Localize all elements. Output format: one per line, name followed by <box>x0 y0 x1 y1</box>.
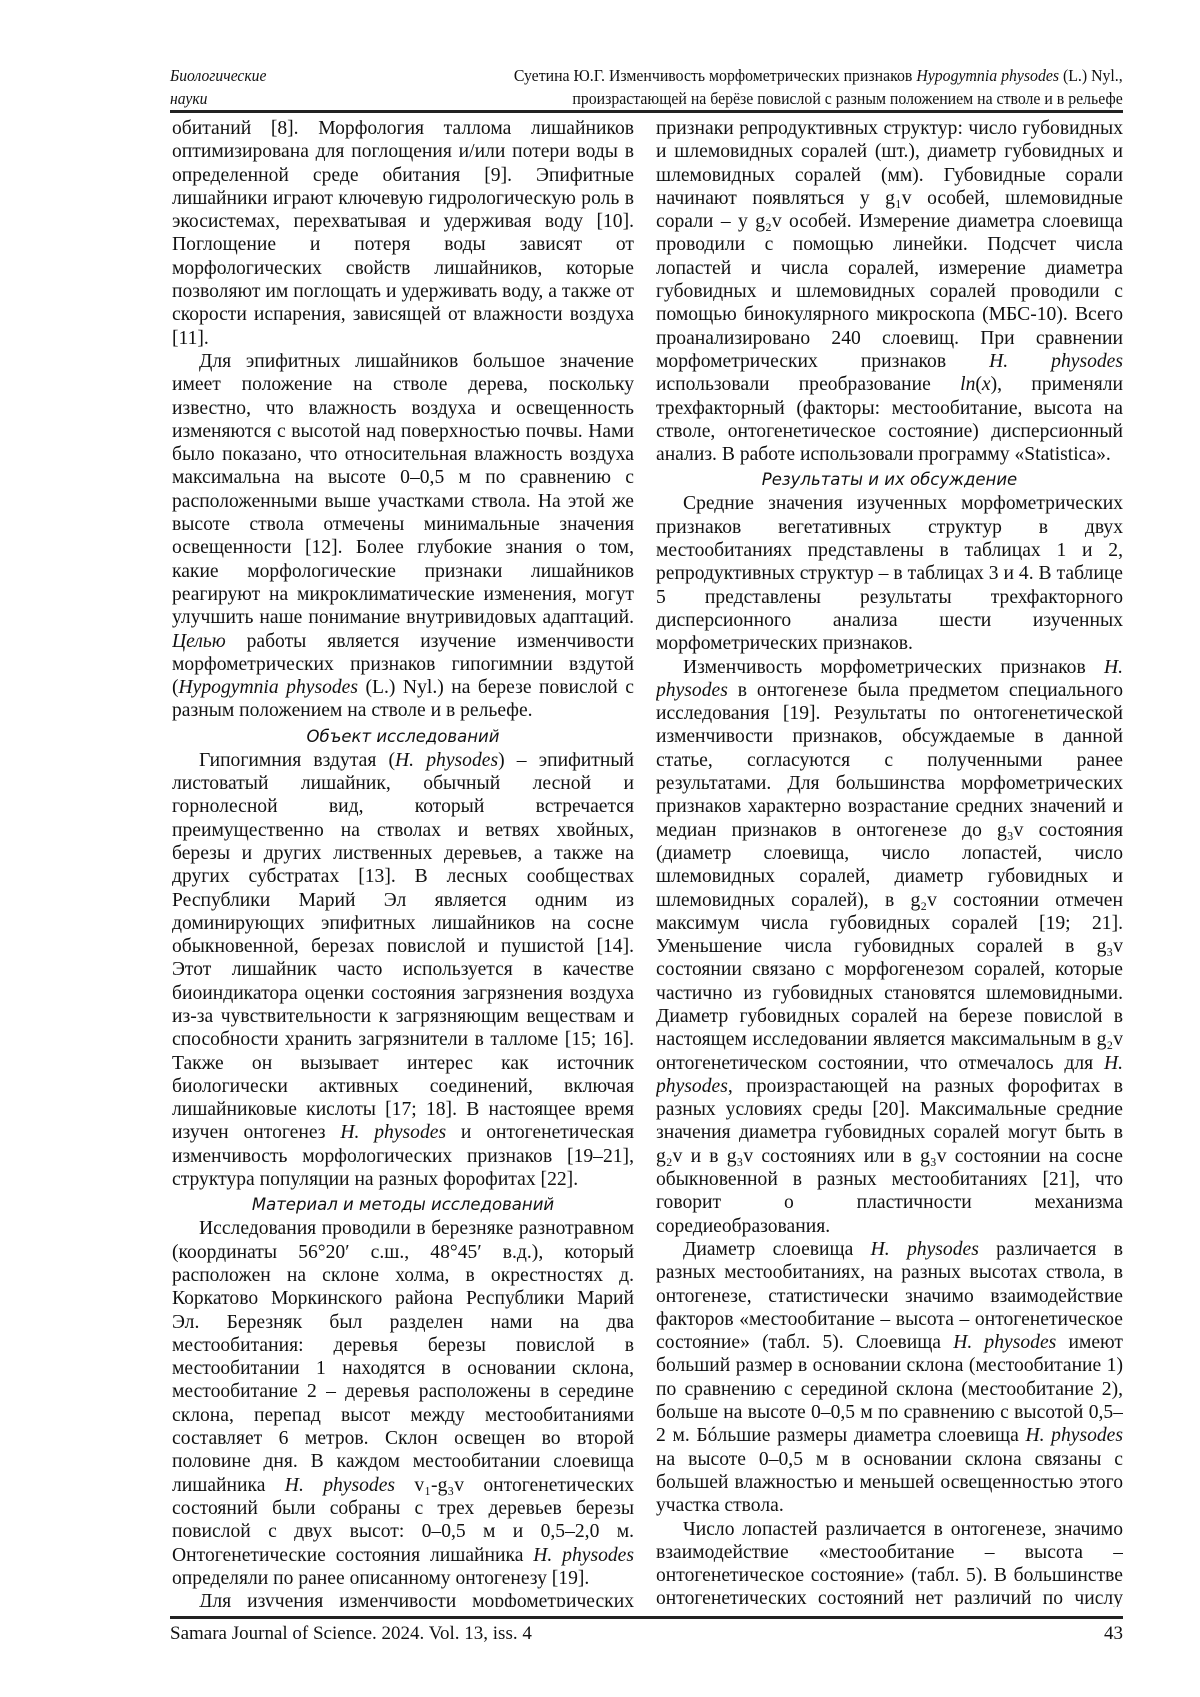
italic-text: H. physodes <box>1025 1425 1123 1446</box>
section-heading: Материал и методы исследований <box>172 1193 634 1216</box>
text-run: Для эпифитных лишайников большое значение имеет положение на стволе дерева, поскольку известно, что влажность воздуха и освещенность изменяются с высотой над поверхностью почвы. Нами было показано, что относительная влажность воздуха максимальна на высоте 0–0,5 м по сравнению с расположенными выше участками ствола. На этой же высоте ствола отмечены минимальные значения освещенности [12]. Более глубокие знания о том, какие морфологические признаки лишайников реагируют на микроклиматические изменения, могут улучшить наше понимание внутривидовых адаптаций. <box>172 351 634 628</box>
italic-text: H. physodes <box>656 657 1123 701</box>
text-run: , произрастающей на разных форофитах в разных условиях среды [20]. Максимальные средние значения диаметра губовидных соралей могут быть в g₂v и в g₃v состояниях или в g₃v состоянии на сосне обыкновенной в разных местообитаниях [21], что говорит о пластичности механизма соредиеобразования. <box>656 1076 1123 1237</box>
page-footer <box>170 1616 1123 1649</box>
header-article-title <box>514 64 1123 110</box>
header-title-species: Hypogymnia physodes <box>917 66 1060 85</box>
text-run: ( <box>975 374 982 395</box>
italic-text: H. physodes <box>871 1239 979 1260</box>
text-run: Гипогимния вздутая ( <box>199 750 395 771</box>
italic-text: H. physodes <box>395 750 498 771</box>
paragraph <box>656 1238 1123 1518</box>
italic-text: H. physodes <box>656 1053 1123 1097</box>
italic-text: H. physodes <box>533 1545 634 1566</box>
paragraph <box>172 350 634 723</box>
italic-text: Hypogymnia physodes <box>179 677 358 698</box>
text-run: Исследования проводили в березняке разнотравном (координаты 56°20′ с.ш., 48°45′ в.д.), который расположен на склоне холма, в окрестностях д. Коркатово Моркинского района Республики Марий Эл. Березняк был разделен нами на два местообитания: деревья березы повислой в местообитании 1 находятся в основании склона, местообитание 2 – деревья расположены в середине склона, перепад высот между местообитаниями составляет 6 метров. Склон освещен во второй половине дня. В каждом местообитании слоевища лишайника <box>172 1218 634 1495</box>
text-run: определяли по ранее описанному онтогенезу [19]. <box>172 1568 589 1589</box>
text-run: Для изучения изменчивости морфометрических <box>172 1591 634 1607</box>
paragraph <box>172 749 634 1192</box>
text-run: ) – эпифитный листоватый лишайник, обычный лесной и горнолесной вид, который встречается преимущественно на стволах и ветвях хвойных, березы и других лиственных деревьев, а также на других субстратах [13]. В лесных сообществах Республики Марий Эл является одним из доминирующих эпифитных лишайников на сосне обыкновенной, березах повислой и пушистой [14]. Этот лишайник часто используется в качестве биоиндикатора оценки состояния загрязнения воздуха из-за чувствительности к загрязняющим веществам и способности хранить загрязнители в талломе [15; 16]. Также он вызывает интерес как источник биологически активных соединений, включая лишайниковые кислоты [17; 18]. В настоящее время изучен онтогенез <box>172 750 634 1144</box>
text-run: имеют больший размер в основании склона (местообитание 1) по сравнению с серединой склона (местообитание 2), больше на высоте 0–0,5 м по сравнению с высотой 0,5–2 м. Бóльшие размеры диаметра слоевища <box>656 1332 1123 1446</box>
header-title-line2: произрастающей на берёзе повислой с разным положением на стволе и в рельефе <box>573 89 1123 108</box>
header-title-text: Суетина Ю.Г. Изменчивость морфометрических признаков <box>514 66 917 85</box>
text-run: и онтогенетическая изменчивость морфологических признаков [19–21], структура популяции на разных форофитах [22]. <box>172 1122 634 1190</box>
text-run: Изменчивость морфометрических признаков <box>683 657 1104 678</box>
footer-journal: Samara Journal of Science. 2024. Vol. 13, iss. 4 <box>170 1623 532 1645</box>
text-run: различается в разных местообитаниях, на разных высотах ствола, в онтогенезе, статистически значимо взаимодействие факторов «местообитание – высота – онтогенетическое состояние» (табл. 5). Слоевища <box>656 1239 1123 1353</box>
paragraph <box>656 492 1123 655</box>
section-heading: Результаты и их обсуждение <box>656 468 1123 491</box>
paragraph <box>656 117 1123 466</box>
header-title-end: (L.) Nyl., <box>1059 66 1123 85</box>
text-run: ), применяли трехфакторный (факторы: местообитание, высота на стволе, онтогенетическое состояние) дисперсионный анализ. В работе использовали программу «Statistica». <box>656 374 1123 465</box>
text-run: Средние значения изученных морфометрических признаков вегетативных структур в двух местообитаниях представлены в таблицах 1 и 2, репродуктивных структур – в таблицах 3 и 4. В таблице 5 представлены результаты трехфакторного дисперсионного анализа шести изученных морфометрических признаков. <box>656 493 1123 654</box>
text-run: работы является изучение изменчивости морфометрических признаков гипогимнии вздутой ( <box>172 631 634 699</box>
header-section: Биологические науки <box>170 64 299 110</box>
text-run: Число лопастей различается в онтогенезе, значимо взаимодействие «местообитание – высота – онтогенетическое состояние» (табл. 5). В большинстве онтогенетических состояний нет различий по числу <box>656 1519 1123 1607</box>
text-run: на высоте 0–0,5 м в основании склона связаны с большей влажностью и меньшей освещенностью этого участка ствола. <box>656 1449 1123 1517</box>
paragraph <box>172 1590 634 1607</box>
text-run: (L.) Nyl.) на березе повислой с разным положением на стволе и в рельефе. <box>172 677 634 721</box>
italic-text: H. physodes <box>285 1475 395 1496</box>
running-header <box>170 60 1123 113</box>
page-number: 43 <box>1104 1623 1123 1645</box>
italic-text: H. physodes <box>953 1332 1056 1353</box>
text-run: v₁-g₃v онтогенетических состояний были собраны с трех деревьев березы повислой с двух высот: 0–0,5 м и 0,5–2,0 м. Онтогенетические состояния лишайника <box>172 1475 634 1566</box>
left-column <box>172 117 634 1607</box>
italic-text: x <box>982 374 991 395</box>
paragraph <box>172 117 634 350</box>
text-run: признаки репродуктивных структур: число губовидных и шлемовидных соралей (шт.), диаметр губовидных и шлемовидных соралей (мм). Губовидные сорали начинают появляться у g₁v особей, шлемовидные сорали – у g₂v особей. Измерение диаметра слоевища проводили с помощью линейки. Подсчет числа лопастей и числа соралей, измерение диаметра губовидных и шлемовидных соралей проводили с помощью бинокулярного микроскопа (МБС-10). Всего проанализировано 240 слоевищ. При сравнении морфометрических признаков <box>656 118 1123 372</box>
text-run: использовали преобразование <box>656 374 960 395</box>
right-column <box>656 117 1123 1607</box>
italic-text: Целью <box>172 631 226 652</box>
paragraph <box>656 1518 1123 1607</box>
text-run: в онтогенезе была предметом специального исследования [19]. Результаты по онтогенетической изменчивости признаков, обсуждаемые в данной статье, согласуются с полученными ранее результатами. Для большинства морфометрических признаков характерно возрастание средних значений и медиан признаков в онтогенезе до g₃v состояния (диаметр слоевища, число лопастей, число шлемовидных соралей, диаметр губовидных и шлемовидных соралей), в g₂v состоянии отмечен максимум числа губовидных соралей [19; 21]. Уменьшение числа губовидных соралей в g₃v состоянии связано с морфогенезом соралей, которые частично из губовидных становятся шлемовидными. Диаметр губовидных соралей на березе повислой в настоящем исследовании является максимальным в g₂v онтогенетическом состоянии, что отмечалось для <box>656 680 1123 1074</box>
text-run: обитаний [8]. Морфология таллома лишайников оптимизирована для поглощения и/или потери воды в определенной среде обитания [9]. Эпифитные лишайники играют ключевую гидрологическую роль в экосистемах, перехватывая и удерживая воду [10]. Поглощение и потеря воды зависят от морфологических свойств лишайников, которые позволяют им поглощать и удерживать воду, а также от скорости испарения, зависящей от влажности воздуха [11]. <box>172 118 634 349</box>
text-run: Диаметр слоевища <box>683 1239 871 1260</box>
paragraph <box>656 656 1123 1238</box>
section-heading: Объект исследований <box>172 725 634 748</box>
paragraph <box>172 1217 634 1590</box>
italic-text: H. physodes <box>989 351 1123 372</box>
italic-text: ln <box>960 374 975 395</box>
italic-text: H. physodes <box>340 1122 446 1143</box>
